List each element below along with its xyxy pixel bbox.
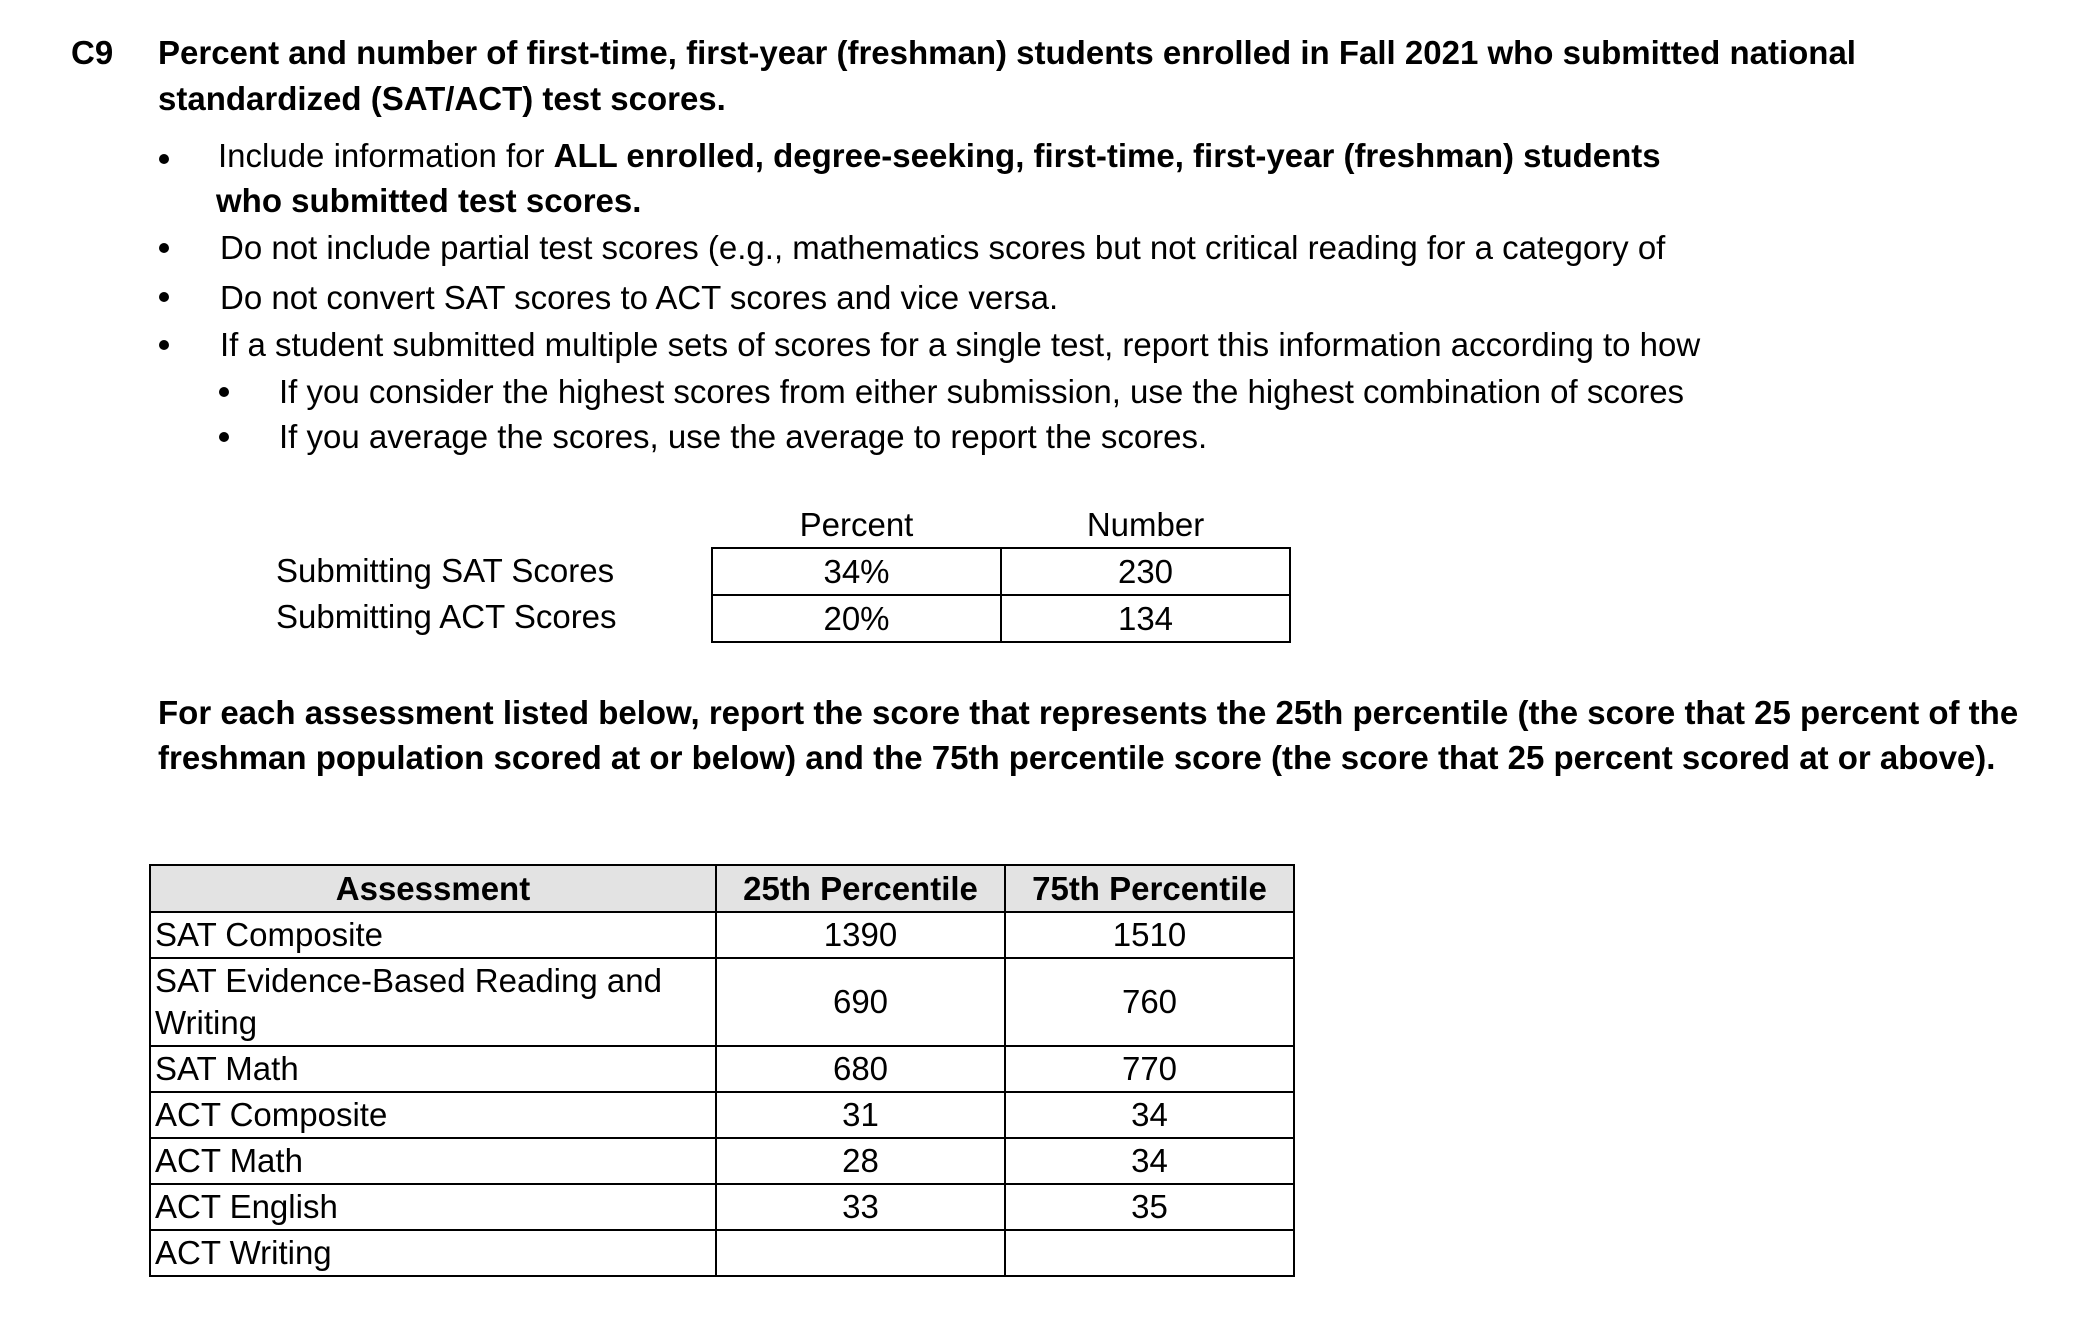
sat-number-cell: 230 [1001,548,1290,595]
table-row [712,548,1290,595]
p25-cell: 680 [716,1046,1005,1092]
submission-table [711,502,1291,643]
bullet-bold-text: ALL enrolled, degree-seeking, first-time, first-year (freshman) students [553,137,1661,174]
p25-header: 25th Percentile [716,865,1005,912]
bullet-item-4: If a student submitted multiple sets of scores for a single test, report this information according to how [220,326,1701,363]
p75-cell: 760 [1005,958,1294,1046]
p25-cell: 1390 [716,912,1005,958]
bullet-item-2: Do not include partial test scores (e.g., mathematics scores but not critical reading for a category of [220,229,1666,266]
table-row [150,1184,1294,1230]
p25-cell: 33 [716,1184,1005,1230]
table-row [150,958,1294,1046]
p25-cell: 28 [716,1138,1005,1184]
bullet-text: Include information for [218,137,554,174]
act-number-cell: 134 [1001,595,1290,642]
bullet-dot [159,340,169,350]
sat-submission-label: Submitting SAT Scores [276,552,615,589]
section-number: C9 [71,34,114,71]
act-percent-cell: 20% [712,595,1001,642]
submission-header-row [712,502,1290,548]
assessment-cell: ACT Math [150,1138,716,1184]
act-submission-label: Submitting ACT Scores [276,598,617,635]
sat-percent-cell: 34% [712,548,1001,595]
table-row [150,1230,1294,1276]
score-header-row [150,865,1294,912]
percentile-instructions: For each assessment listed below, report the score that represents the 25th percentile (the score that 25 percent of the freshman population scored at or below) and the 75th percentile score (the score that 25 percent scored at or above). [158,694,2019,776]
bullet-item-1-continued: who submitted test scores. [216,182,642,219]
assessment-cell: ACT Writing [150,1230,716,1276]
assessment-cell: SAT Composite [150,912,716,958]
bullet-item-3: Do not convert SAT scores to ACT scores and vice versa. [220,279,1059,316]
section-title: Percent and number of first-time, first-year (freshman) students enrolled in Fall 2021 who submitted national standardized (SAT/ACT) test scores. [158,34,1856,117]
assessment-cell: SAT Math [150,1046,716,1092]
p25-cell [716,1230,1005,1276]
sub-bullet-item-1: If you consider the highest scores from either submission, use the highest combination of scores [279,373,1685,410]
assessment-line-1: SAT Evidence-Based Reading and [155,962,662,999]
bullet-dot [159,292,169,302]
p75-cell: 34 [1005,1138,1294,1184]
p25-cell: 690 [716,958,1005,1046]
p75-cell: 1510 [1005,912,1294,958]
percentile-score-table [149,864,1295,1277]
p75-header: 75th Percentile [1005,865,1294,912]
table-row [150,1046,1294,1092]
p75-cell: 770 [1005,1046,1294,1092]
table-row [150,912,1294,958]
table-row [150,1138,1294,1184]
assessment-cell: ACT Composite [150,1092,716,1138]
assessment-header: Assessment [150,865,716,912]
table-row [150,1092,1294,1138]
p75-cell: 34 [1005,1092,1294,1138]
assessment-cell: ACT English [150,1184,716,1230]
table-row [712,595,1290,642]
bullet-dot [159,154,169,164]
sub-bullet-dot [219,432,229,442]
bullet-dot [159,243,169,253]
number-header: Number [1086,505,1205,543]
assessment-line-2: Writing [155,1004,258,1041]
sub-bullet-item-2: If you average the scores, use the average to report the scores. [279,418,1208,455]
bullet-item-1 [218,133,1661,179]
percent-header: Percent [799,505,914,543]
sub-bullet-dot [219,387,229,397]
p25-cell: 31 [716,1092,1005,1138]
p75-cell [1005,1230,1294,1276]
assessment-cell [150,958,716,1046]
p75-cell: 35 [1005,1184,1294,1230]
